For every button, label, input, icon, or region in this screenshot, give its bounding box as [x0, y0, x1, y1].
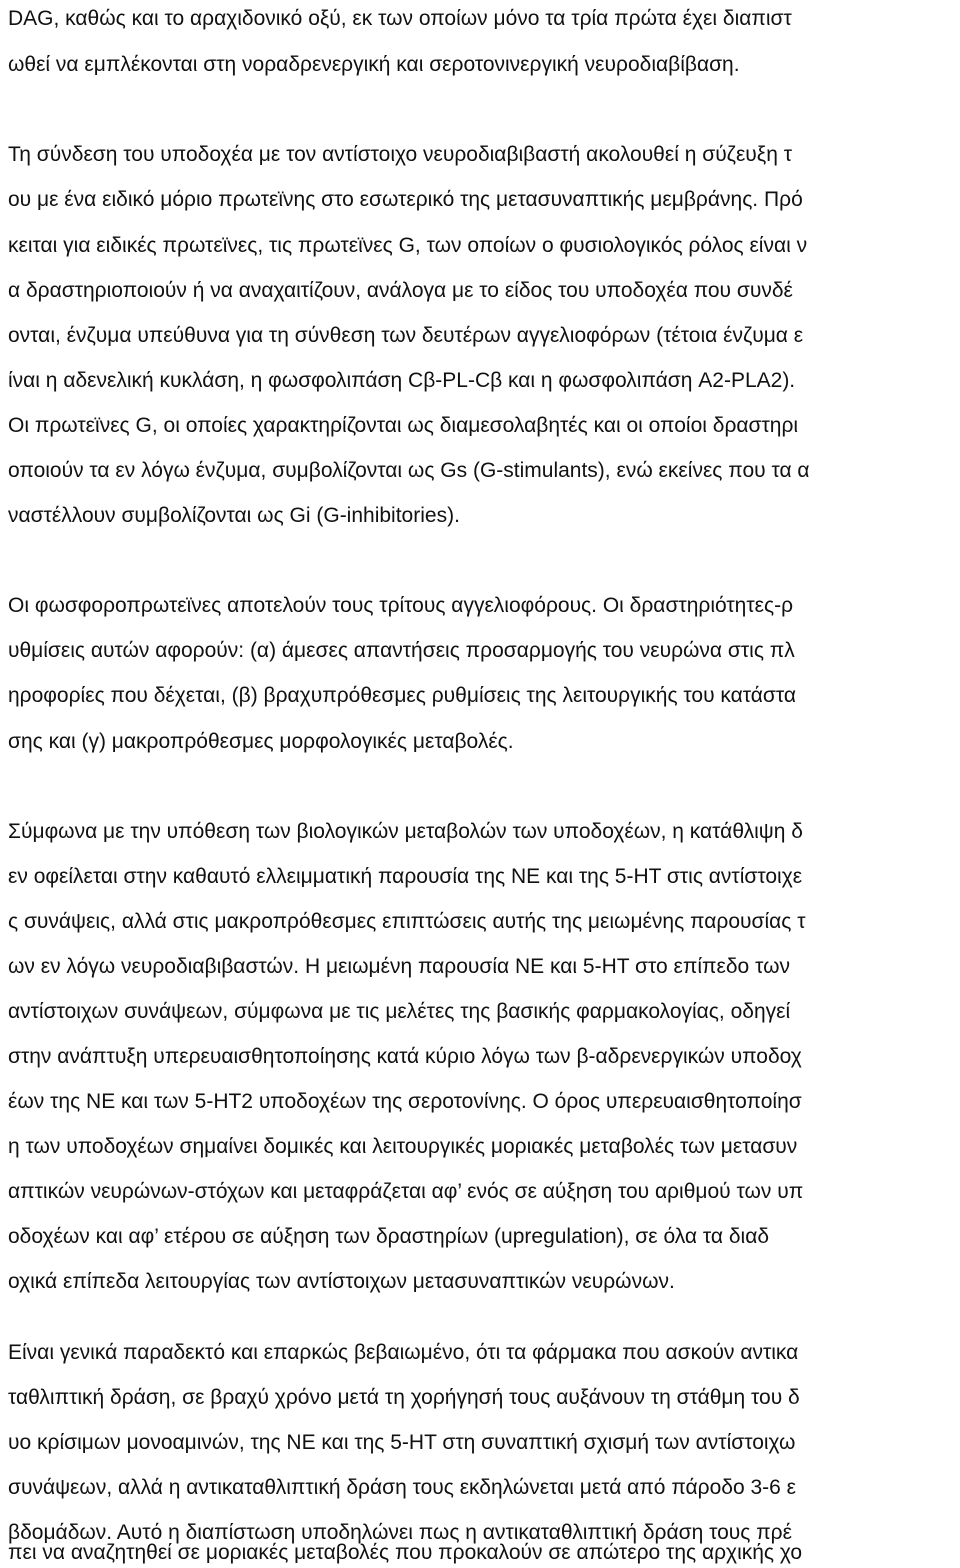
text-line: σης και (γ) μακροπρόθεσμες μορφολογικές μεταβολές. — [8, 730, 514, 753]
text-line: ς συνάψεις, αλλά στις μακροπρόθεσμες επιπτώσεις αυτής της μειωμένης παρουσίας τ — [8, 910, 806, 933]
text-line: κειται για ειδικές πρωτεϊνες, τις πρωτεϊνες G, των οποίων ο φυσιολογικός ρόλος είναι ν — [8, 234, 808, 257]
text-line: πει να αναζητηθεί σε μοριακές μεταβολές που προκαλούν σε απώτερο της αρχικής χο — [8, 1541, 803, 1564]
text-line: Είναι γενικά παραδεκτό και επαρκώς βεβαιωμένο, ότι τα φάρμακα που ασκούν αντικα — [8, 1341, 799, 1364]
text-line: συνάψεων, αλλά η αντικαταθλιπτική δράση τους εκδηλώνεται μετά από πάροδο 3-6 ε — [8, 1476, 797, 1499]
text-line: DAG, καθώς και το αραχιδονικό οξύ, εκ των οποίων μόνο τα τρία πρώτα έχει διαπιστ — [8, 7, 792, 30]
text-line: οδοχέων και αφ’ ετέρου σε αύξηση των δραστηρίων (upregulation), σε όλα τα διαδ — [8, 1225, 770, 1248]
text-line: ηροφορίες που δέχεται, (β) βραχυπρόθεσμες ρυθμίσεις της λειτουργικής του κατάστα — [8, 684, 797, 707]
text-line: ναστέλλουν συμβολίζονται ως Gi (G-inhibitories). — [8, 504, 460, 527]
text-line: στην ανάπτυξη υπερευαισθητοποίησης κατά κύριο λόγω των β-αδρενεργικών υποδοχ — [8, 1045, 802, 1068]
text-line: Οι φωσφοροπρωτεϊνες αποτελούν τους τρίτους αγγελιοφόρους. Οι δραστηριότητες-ρ — [8, 594, 794, 617]
text-line: υο κρίσιμων μονοαμινών, της ΝΕ και της 5-ΗΤ στη συναπτική σχισμή των αντίστοιχω — [8, 1431, 796, 1454]
text-line: οποιούν τα εν λόγω ένζυμα, συμβολίζονται ως Gs (G-stimulants), ενώ εκείνες που τα α — [8, 459, 810, 482]
text-line: απτικών νευρώνων-στόχων και μεταφράζεται αφ’ ενός σε αύξηση του αριθμού των υπ — [8, 1180, 804, 1203]
text-line: ων εν λόγω νευροδιαβιβαστών. Η μειωμένη παρουσία ΝΕ και 5-ΗΤ στο επίπεδο των — [8, 955, 790, 978]
text-line: ωθεί να εμπλέκονται στη νοραδρενεργική και σεροτονινεργική νευροδιαβίβαση. — [8, 53, 740, 76]
text-line: Οι πρωτεϊνες G, οι οποίες χαρακτηρίζονται ως διαμεσολαβητές και οι οποίοι δραστηρι — [8, 414, 799, 437]
text-line: ου με ένα ειδικό μόριο πρωτεϊνης στο εσωτερικό της μετασυναπτικής μεμβράνης. Πρό — [8, 188, 803, 211]
text-line: υθμίσεις αυτών αφορούν: (α) άμεσες απαντήσεις προσαρμογής του νευρώνα στις πλ — [8, 639, 795, 662]
text-line: η των υποδοχέων σημαίνει δομικές και λειτουργικές μοριακές μεταβολές των μετασυν — [8, 1135, 798, 1158]
text-line: βδομάδων. Αυτό η διαπίστωση υποδηλώνει πως η αντικαταθλιπτική δράση τους πρέ — [8, 1521, 792, 1544]
text-line: εν οφείλεται στην καθαυτό ελλειμματική παρουσία της ΝΕ και της 5-ΗΤ στις αντίστοιχε — [8, 865, 803, 888]
text-line: Σύμφωνα με την υπόθεση των βιολογικών μεταβολών των υποδοχέων, η κατάθλιψη δ — [8, 820, 803, 843]
text-line: α δραστηριοποιούν ή να αναχαιτίζουν, ανάλογα με το είδος του υποδοχέα που συνδέ — [8, 279, 793, 302]
text-line: οχικά επίπεδα λειτουργίας των αντίστοιχων μετασυναπτικών νευρώνων. — [8, 1270, 675, 1293]
text-line: Τη σύνδεση του υποδοχέα με τον αντίστοιχο νευροδιαβιβαστή ακολουθεί η σύζευξη τ — [8, 143, 793, 166]
text-line: ίναι η αδενελική κυκλάση, η φωσφολιπάση Cβ-PL-Cβ και η φωσφολιπάση A2-PLA2). — [8, 369, 796, 392]
text-line: αντίστοιχων συνάψεων, σύμφωνα με τις μελέτες της βασικής φαρμακολογίας, οδηγεί — [8, 1000, 791, 1023]
text-line: ονται, ένζυμα υπεύθυνα για τη σύνθεση των δευτέρων αγγελιοφόρων (τέτοια ένζυμα ε — [8, 324, 804, 347]
text-line: έων της ΝΕ και των 5-ΗΤ2 υποδοχέων της σεροτονίνης. Ο όρος υπερευαισθητοποίησ — [8, 1090, 802, 1113]
text-line: ταθλιπτική δράση, σε βραχύ χρόνο μετά τη χορήγησή τους αυξάνουν τη στάθμη του δ — [8, 1386, 800, 1409]
